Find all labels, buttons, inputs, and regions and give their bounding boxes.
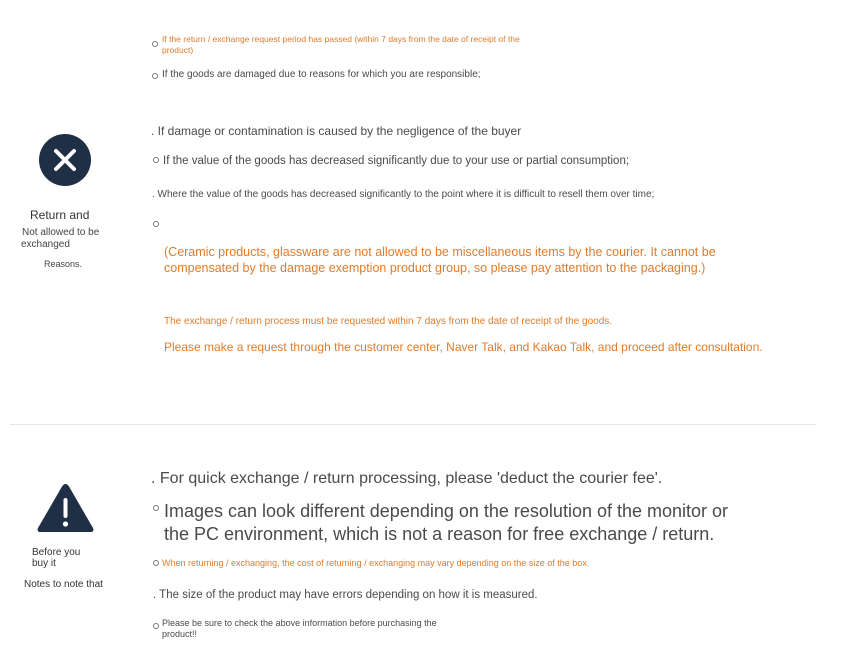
item-return-period-line1: If the return / exchange request period has passed (within 7 days from the date of receipt of the — [162, 34, 520, 44]
item-value-decreased-use: If the value of the goods has decreased significantly due to your use or partial consumption; — [163, 155, 630, 167]
bullet-icon — [153, 623, 159, 629]
item-deduct-courier-fee: . For quick exchange / return processing, please 'deduct the courier fee'. — [151, 470, 663, 487]
bullet-icon — [152, 41, 158, 47]
bullet-icon — [152, 73, 158, 79]
side-title-line1: Before you — [32, 547, 81, 558]
side-title-line3: exchanged — [21, 239, 70, 250]
warning-triangle-icon — [36, 482, 95, 534]
side-title-line2: Not allowed to be — [22, 227, 100, 238]
side-title-line2: buy it — [32, 558, 56, 569]
item-check-info-line2: product!! — [162, 629, 198, 639]
item-value-decreased-time: . Where the value of the goods has decreased significantly to the point where it is difficult to resell them over time; — [152, 189, 655, 200]
bullet-icon — [153, 221, 159, 227]
bullet-icon — [153, 157, 159, 163]
bullet-icon — [153, 505, 159, 511]
item-ceramic-line1: (Ceramic products, glassware are not allowed to be miscellaneous items by the courier. It cannot be — [164, 245, 716, 259]
item-size-errors: . The size of the product may have errors depending on how it is measured. — [153, 589, 538, 601]
item-ceramic-line2: compensated by the damage exemption product group, so please pay attention to the packaging.) — [164, 261, 706, 275]
item-request-within-7-days: The exchange / return process must be requested within 7 days from the date of receipt of the goods. — [164, 316, 613, 327]
item-return-cost-box-size: When returning / exchanging, the cost of returning / exchanging may vary depending on the size of the box. — [162, 558, 590, 568]
side-title-line1: Return and — [30, 208, 90, 222]
item-check-info-line1: Please be sure to check the above information before purchasing the — [162, 618, 437, 628]
item-negligence: . If damage or contamination is caused by the negligence of the buyer — [151, 124, 522, 138]
close-circle-icon — [38, 133, 92, 187]
item-damaged-responsible: If the goods are damaged due to reasons for which you are responsible; — [162, 69, 481, 80]
bullet-icon — [153, 560, 159, 566]
section-divider — [10, 424, 816, 425]
side-title-line4: Reasons. — [44, 259, 83, 269]
side-title-line3: Notes to note that — [24, 579, 103, 590]
item-images-line2: the PC environment, which is not a reason for free exchange / return. — [164, 524, 715, 544]
item-images-line1: Images can look different depending on the resolution of the monitor or — [164, 501, 729, 521]
item-request-customer-center: Please make a request through the customer center, Naver Talk, and Kakao Talk, and proceed after consultation. — [164, 340, 763, 354]
item-return-period-line2: product) — [162, 45, 194, 55]
